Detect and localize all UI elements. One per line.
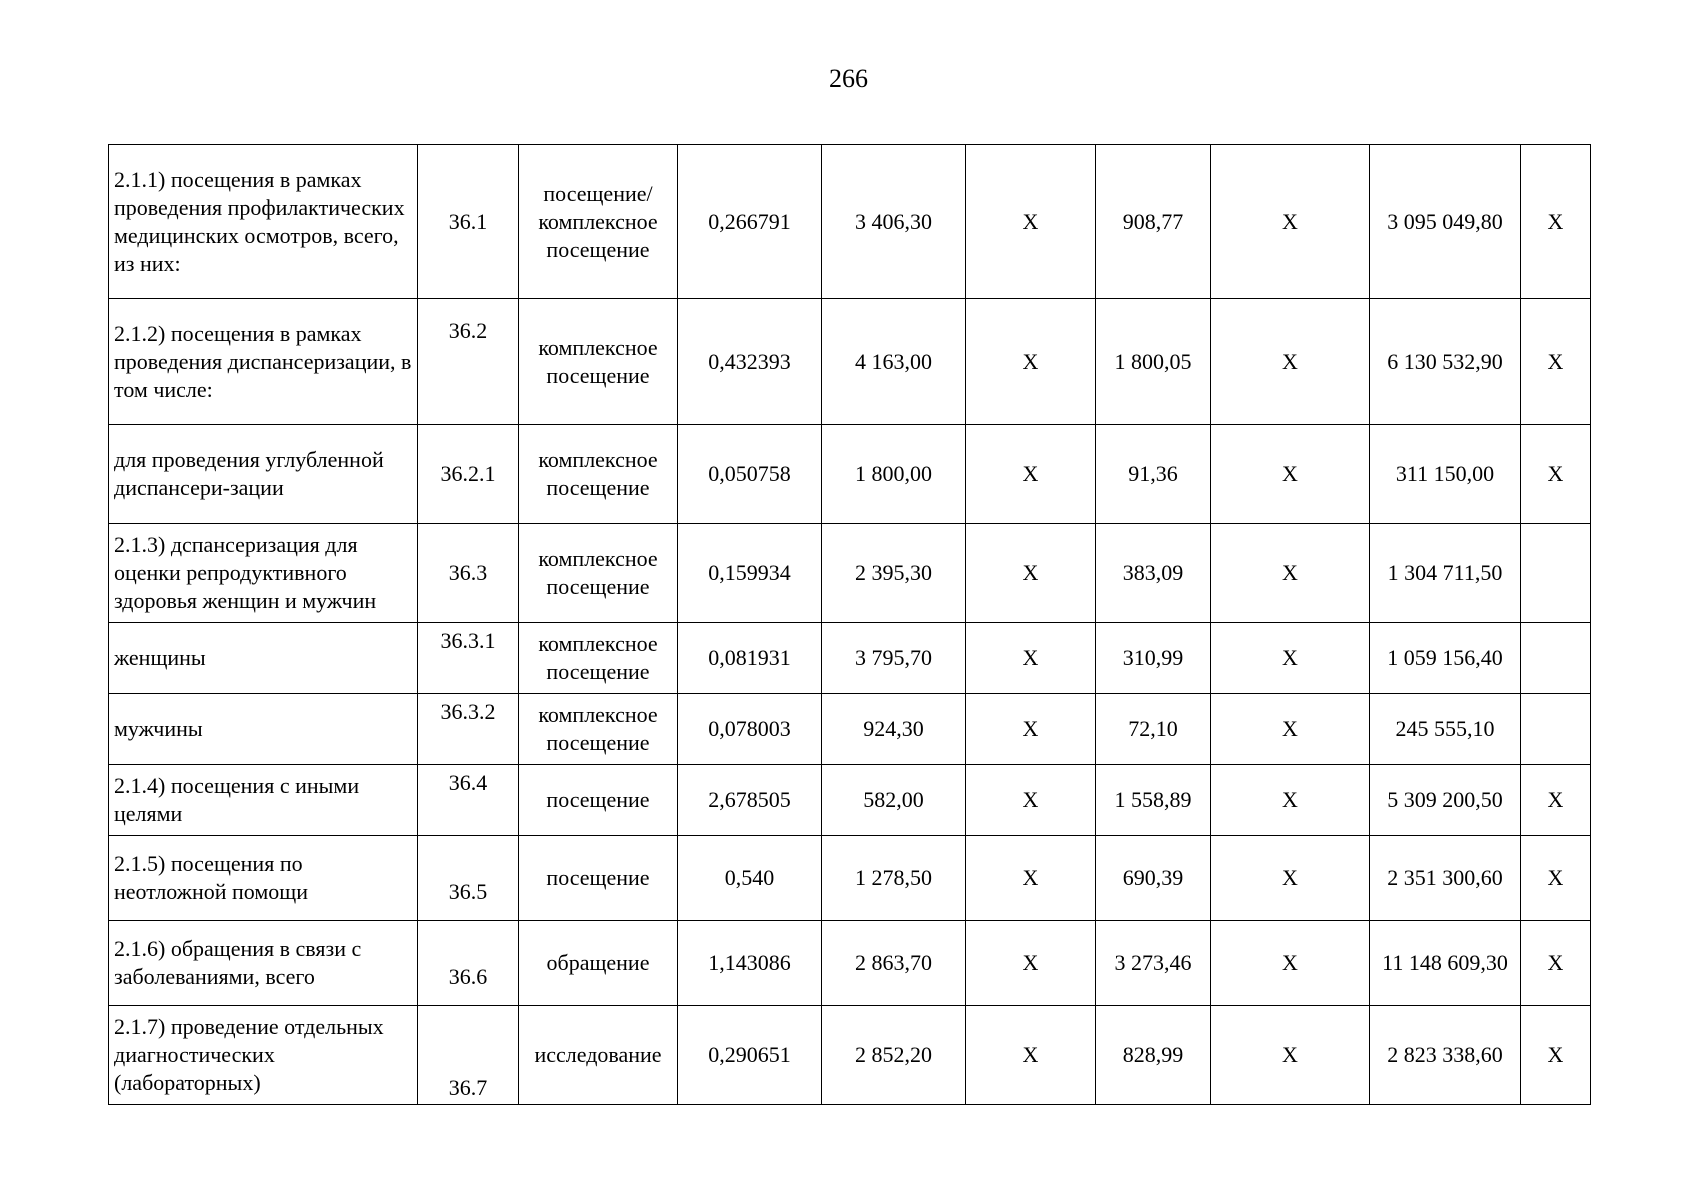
row-value-10: Х	[1521, 836, 1591, 921]
row-value-6: Х	[966, 921, 1096, 1006]
row-value-4: 0,432393	[678, 299, 822, 425]
row-value-10: Х	[1521, 425, 1591, 524]
row-value-7: 828,99	[1096, 1006, 1211, 1105]
row-value-5: 3 406,30	[822, 145, 966, 299]
row-value-5: 582,00	[822, 765, 966, 836]
row-value-10: Х	[1521, 299, 1591, 425]
data-table	[108, 144, 1591, 1105]
row-value-6: Х	[966, 836, 1096, 921]
row-value-8: Х	[1211, 694, 1370, 765]
row-value-10: Х	[1521, 765, 1591, 836]
table-row	[109, 836, 1591, 921]
row-value-5: 2 852,20	[822, 1006, 966, 1105]
row-value-8: Х	[1211, 299, 1370, 425]
table-row	[109, 425, 1591, 524]
row-value-5: 3 795,70	[822, 623, 966, 694]
row-value-5: 1 800,00	[822, 425, 966, 524]
row-value-6: Х	[966, 694, 1096, 765]
table-row	[109, 921, 1591, 1006]
row-unit: исследование	[519, 1006, 678, 1105]
row-value-7: 1 800,05	[1096, 299, 1211, 425]
table-row	[109, 694, 1591, 765]
row-value-9: 245 555,10	[1370, 694, 1521, 765]
row-value-5: 4 163,00	[822, 299, 966, 425]
row-value-6: Х	[966, 145, 1096, 299]
table-row	[109, 145, 1591, 299]
row-value-10	[1521, 623, 1591, 694]
row-value-7: 72,10	[1096, 694, 1211, 765]
table-row	[109, 524, 1591, 623]
row-value-9: 6 130 532,90	[1370, 299, 1521, 425]
row-value-10: Х	[1521, 145, 1591, 299]
table-row	[109, 765, 1591, 836]
row-unit: комплексное посещение	[519, 694, 678, 765]
row-code: 36.5	[418, 836, 519, 921]
row-value-5: 2 863,70	[822, 921, 966, 1006]
row-unit: посещение	[519, 765, 678, 836]
row-name: 2.1.3) дспансеризация для оценки репродуктивного здоровья женщин и мужчин	[109, 524, 418, 623]
table-row	[109, 1006, 1591, 1105]
row-value-7: 310,99	[1096, 623, 1211, 694]
row-code: 36.2	[418, 299, 519, 425]
row-value-8: Х	[1211, 145, 1370, 299]
row-unit: комплексное посещение	[519, 425, 678, 524]
row-value-9: 1 304 711,50	[1370, 524, 1521, 623]
row-name: 2.1.1) посещения в рамках проведения профилактических медицинских осмотров, всего, из них:	[109, 145, 418, 299]
row-name: 2.1.6) обращения в связи с заболеваниями, всего	[109, 921, 418, 1006]
row-unit: комплексное посещение	[519, 524, 678, 623]
row-value-4: 2,678505	[678, 765, 822, 836]
row-code: 36.2.1	[418, 425, 519, 524]
row-code: 36.6	[418, 921, 519, 1006]
row-value-5: 924,30	[822, 694, 966, 765]
row-value-10: Х	[1521, 921, 1591, 1006]
row-name: 2.1.7) проведение отдельных диагностических (лабораторных)	[109, 1006, 418, 1105]
row-value-8: Х	[1211, 1006, 1370, 1105]
row-code: 36.3.1	[418, 623, 519, 694]
row-value-8: Х	[1211, 921, 1370, 1006]
row-value-4: 0,050758	[678, 425, 822, 524]
row-value-10	[1521, 524, 1591, 623]
row-code: 36.3.2	[418, 694, 519, 765]
row-value-8: Х	[1211, 765, 1370, 836]
row-value-7: 383,09	[1096, 524, 1211, 623]
row-unit: комплексное посещение	[519, 623, 678, 694]
row-value-4: 0,266791	[678, 145, 822, 299]
row-value-10: Х	[1521, 1006, 1591, 1105]
row-value-8: Х	[1211, 836, 1370, 921]
row-value-6: Х	[966, 623, 1096, 694]
row-code: 36.7	[418, 1006, 519, 1105]
row-value-4: 0,290651	[678, 1006, 822, 1105]
row-code: 36.4	[418, 765, 519, 836]
row-value-4: 0,159934	[678, 524, 822, 623]
row-value-6: Х	[966, 299, 1096, 425]
row-value-4: 0,540	[678, 836, 822, 921]
row-unit: посещение/ комплексное посещение	[519, 145, 678, 299]
row-name: для проведения углубленной диспансери-зации	[109, 425, 418, 524]
row-name: 2.1.4) посещения с иными целями	[109, 765, 418, 836]
row-value-6: Х	[966, 524, 1096, 623]
row-value-7: 908,77	[1096, 145, 1211, 299]
row-value-9: 1 059 156,40	[1370, 623, 1521, 694]
row-value-7: 1 558,89	[1096, 765, 1211, 836]
row-value-9: 5 309 200,50	[1370, 765, 1521, 836]
row-unit: посещение	[519, 836, 678, 921]
row-value-6: Х	[966, 425, 1096, 524]
row-value-8: Х	[1211, 425, 1370, 524]
row-value-10	[1521, 694, 1591, 765]
row-value-9: 2 823 338,60	[1370, 1006, 1521, 1105]
row-value-6: Х	[966, 765, 1096, 836]
row-value-7: 690,39	[1096, 836, 1211, 921]
row-name: мужчины	[109, 694, 418, 765]
row-value-7: 91,36	[1096, 425, 1211, 524]
row-value-7: 3 273,46	[1096, 921, 1211, 1006]
row-value-9: 3 095 049,80	[1370, 145, 1521, 299]
row-unit: комплексное посещение	[519, 299, 678, 425]
page-number: 266	[829, 64, 868, 93]
row-value-6: Х	[966, 1006, 1096, 1105]
table-row	[109, 623, 1591, 694]
row-value-8: Х	[1211, 524, 1370, 623]
row-value-9: 311 150,00	[1370, 425, 1521, 524]
row-value-8: Х	[1211, 623, 1370, 694]
row-name: 2.1.2) посещения в рамках проведения диспансеризации, в том числе:	[109, 299, 418, 425]
row-code: 36.3	[418, 524, 519, 623]
table-row	[109, 299, 1591, 425]
row-value-9: 2 351 300,60	[1370, 836, 1521, 921]
row-value-5: 2 395,30	[822, 524, 966, 623]
row-value-5: 1 278,50	[822, 836, 966, 921]
row-unit: обращение	[519, 921, 678, 1006]
row-value-4: 0,081931	[678, 623, 822, 694]
row-value-9: 11 148 609,30	[1370, 921, 1521, 1006]
row-value-4: 0,078003	[678, 694, 822, 765]
row-code: 36.1	[418, 145, 519, 299]
row-name: 2.1.5) посещения по неотложной помощи	[109, 836, 418, 921]
row-name: женщины	[109, 623, 418, 694]
row-value-4: 1,143086	[678, 921, 822, 1006]
